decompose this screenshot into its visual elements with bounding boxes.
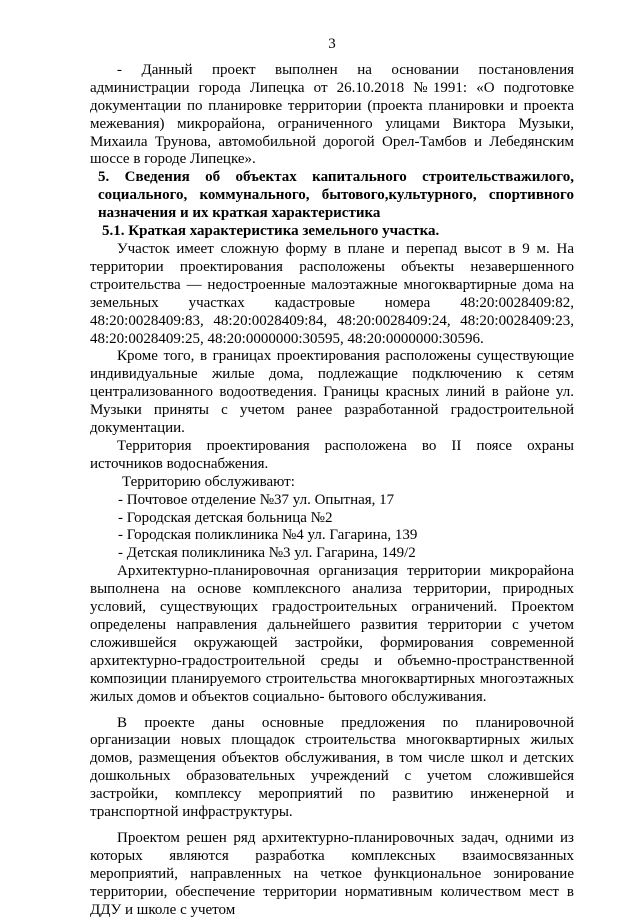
list-item: - Детская поликлиника №3 ул. Гагарина, 149/2 (118, 545, 416, 562)
page-number: 3 (328, 36, 336, 52)
paragraph-main-proposals: В проекте даны основные предложения по планировочной организации новых площадок строительства многоквартирных жилых домов, размещения объектов обслуживания, в том числе школ и детских дошкольных образовательных учреждений с учетом сложившейся застройки, комплексу мероприятий по развитию инженерной и транспортной инфраструктуры. (90, 714, 574, 821)
paragraph-existing-houses: Кроме того, в границах проектирования расположены существующие индивидуальные жилые дома, подлежащие подключению к сетям централизованного водоотведения. Границы красных линий в районе ул. Музыки приняты с учетом ранее разработанной градостроительной документации. (90, 348, 574, 437)
paragraph-planning-tasks: Проектом решен ряд архитектурно-планировочных задач, одними из которых являются разработка комплексных взаимосвязанных мероприятий, направленных на четкое функциональное зонирование территории, обеспечение территории нормативным количеством мест в ДДУ и школе с учетом (90, 829, 574, 918)
list-item: - Почтовое отделение №37 ул. Опытная, 17 (118, 491, 395, 508)
paragraph-water-protection: Территория проектирования расположена во II поясе охраны источников водоснабжения. (90, 437, 574, 472)
paragraph-architectural-organization: Архитектурно-планировочная организация территории микрорайона выполнена на основе комплексного анализа территории, природных условий, существующих градостроительных ограничений. Проектом определены направления дальнейшего развития территории с учетом сложившейся окружающей застройки, формирования современной архитектурно-градостроительной среды и объемно-пространственной композиции планируемого строительства многоквартирных многоэтажных жилых домов и объектов социально- бытового обслуживания. (90, 563, 574, 705)
list-item: - Городская детская больница №2 (118, 509, 333, 526)
services-list-intro: Территорию обслуживают: (122, 473, 295, 490)
subsection-heading-5-1: 5.1. Краткая характеристика земельного участка. (102, 223, 440, 240)
paragraph-basis: - Данный проект выполнен на основании постановления администрации города Липецка от 26.10.2018 №1991: «О подготовке документации по планировке территории (проекта планировки и проекта межевания) микрорайона, ограниченного улицами Виктора Музыки, Михаила Трунова, автомобильной дорогой Орел-Тамбов и Лебедянским шоссе в городе Липецке». (90, 61, 574, 168)
paragraph-site-description: Участок имеет сложную форму в плане и перепад высот в 9 м. На территории проектирования расположены объекты незавершенного строительства — недостроенные малоэтажные многоквартирные дома на земельных участках кадастровые номера 48:20:0028409:82, 48:20:0028409:83, 48:20:0028409:84, 48:20:0028409:24, 48:20:0028409:23, 48:20:0028409:25, 48:20:0000000:30595, 48:20:0000000:30596. (90, 240, 574, 347)
document-page (90, 36, 574, 920)
list-item: - Городская поликлиника №4 ул. Гагарина, 139 (118, 527, 418, 544)
section-heading-5: 5. Сведения об объектах капитального строительстважилого, социального, коммунального, бытового,культурного, спортивного назначения и их краткая характеристика (98, 169, 574, 222)
